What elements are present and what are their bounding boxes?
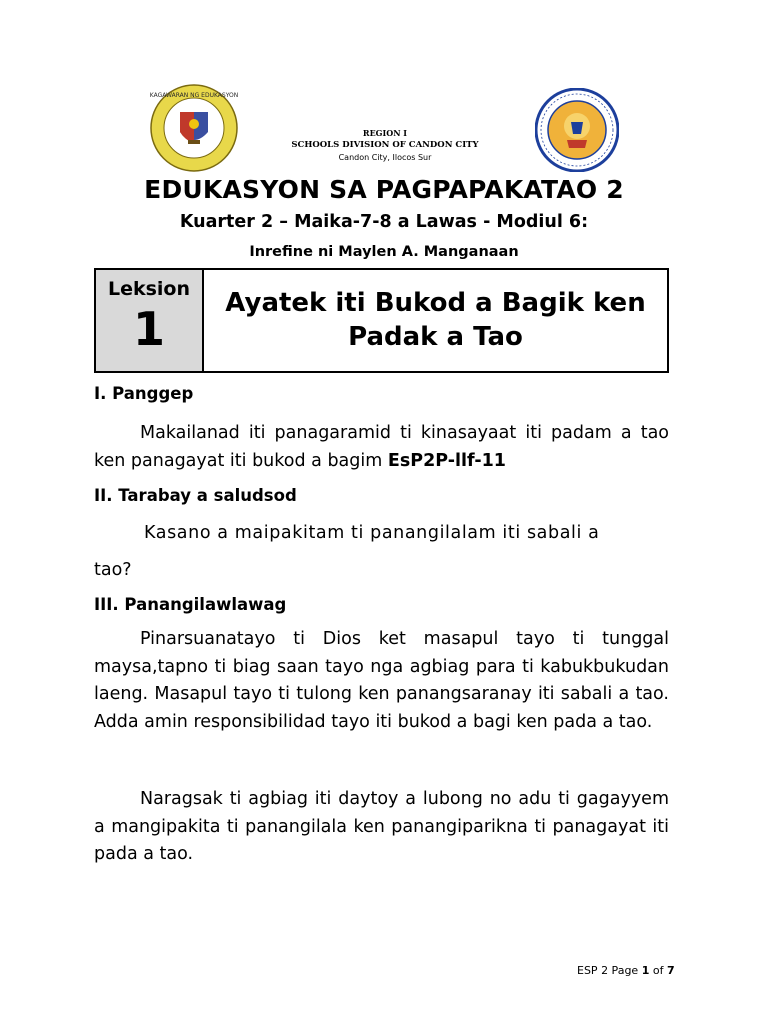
- footer-of: of: [652, 964, 664, 977]
- paragraph-1-text: Pinarsuanatayo ti Dios ket masapul tayo ti tunggal maysa,tapno ti biag saan tayo nga agbiag para ti kabukbukudan laeng. Masapul tayo ti tulong ken panangsaranay iti sabali a tao. Adda amin responsibilidad tayo iti bukod a bagi ken pada a tao.: [94, 629, 669, 732]
- document-subtitle: Kuarter 2 – Maika-7-8 a Lawas - Modiul 6:: [179, 212, 589, 232]
- panangilawlawag-paragraph-1: [94, 626, 669, 736]
- panangilawlawag-paragraph-2: [94, 786, 669, 869]
- city-label: Candon City, Ilocos Sur: [338, 153, 432, 162]
- paragraph-2-text: Naragsak ti agbiag iti daytoy a lubong no adu ti gagayyem a mangipakita ti panangilala ken panangiparikna ti panagayat iti pada a tao.: [94, 789, 669, 864]
- refined-by-line: Inrefine ni Maylen A. Manganaan: [249, 244, 519, 260]
- region-label: REGION I: [362, 128, 408, 138]
- division-label: SCHOOLS DIVISION OF CANDON CITY: [291, 140, 479, 150]
- section-heading-saludsod: II. Tarabay a saludsod: [94, 486, 297, 505]
- section-text-panggep: [94, 420, 669, 475]
- saludsod-line2: tao?: [94, 560, 132, 580]
- lesson-title-line2: Padak a Tao: [348, 321, 523, 352]
- lesson-header-box: [94, 268, 669, 373]
- lesson-title-line1: Ayatek iti Bukod a Bagik ken: [225, 287, 646, 318]
- division-seal-icon: [535, 88, 619, 172]
- saludsod-line1: Kasano a maipakitam ti panangilalam iti sabali a: [144, 523, 600, 543]
- footer-prefix: ESP 2 Page: [577, 964, 639, 977]
- footer-total-pages: 7: [666, 964, 675, 977]
- section-text-saludsod: [94, 520, 669, 548]
- lesson-label: Leksion: [107, 278, 191, 300]
- lesson-number-cell: [96, 270, 204, 371]
- section-heading-panggep: I. Panggep: [94, 384, 194, 403]
- footer-page-number: 1: [641, 964, 650, 977]
- competency-code: EsP2P-llf-11: [387, 450, 506, 471]
- lesson-number: 1: [132, 302, 165, 356]
- page-footer: [577, 964, 675, 977]
- svg-text:KAGAWARAN NG EDUKASYON: KAGAWARAN NG EDUKASYON: [150, 92, 238, 99]
- lesson-title: [204, 270, 667, 371]
- document-title: EDUKASYON SA PAGPAPAKATAO 2: [144, 175, 624, 204]
- deped-seal-icon: [150, 84, 238, 172]
- section-heading-panangilawlawag: III. Panangilawlawag: [94, 595, 287, 614]
- panggep-text: Makailanad iti panagaramid ti kinasayaat iti padam a tao ken panagayat iti bukod a bagim: [94, 423, 669, 471]
